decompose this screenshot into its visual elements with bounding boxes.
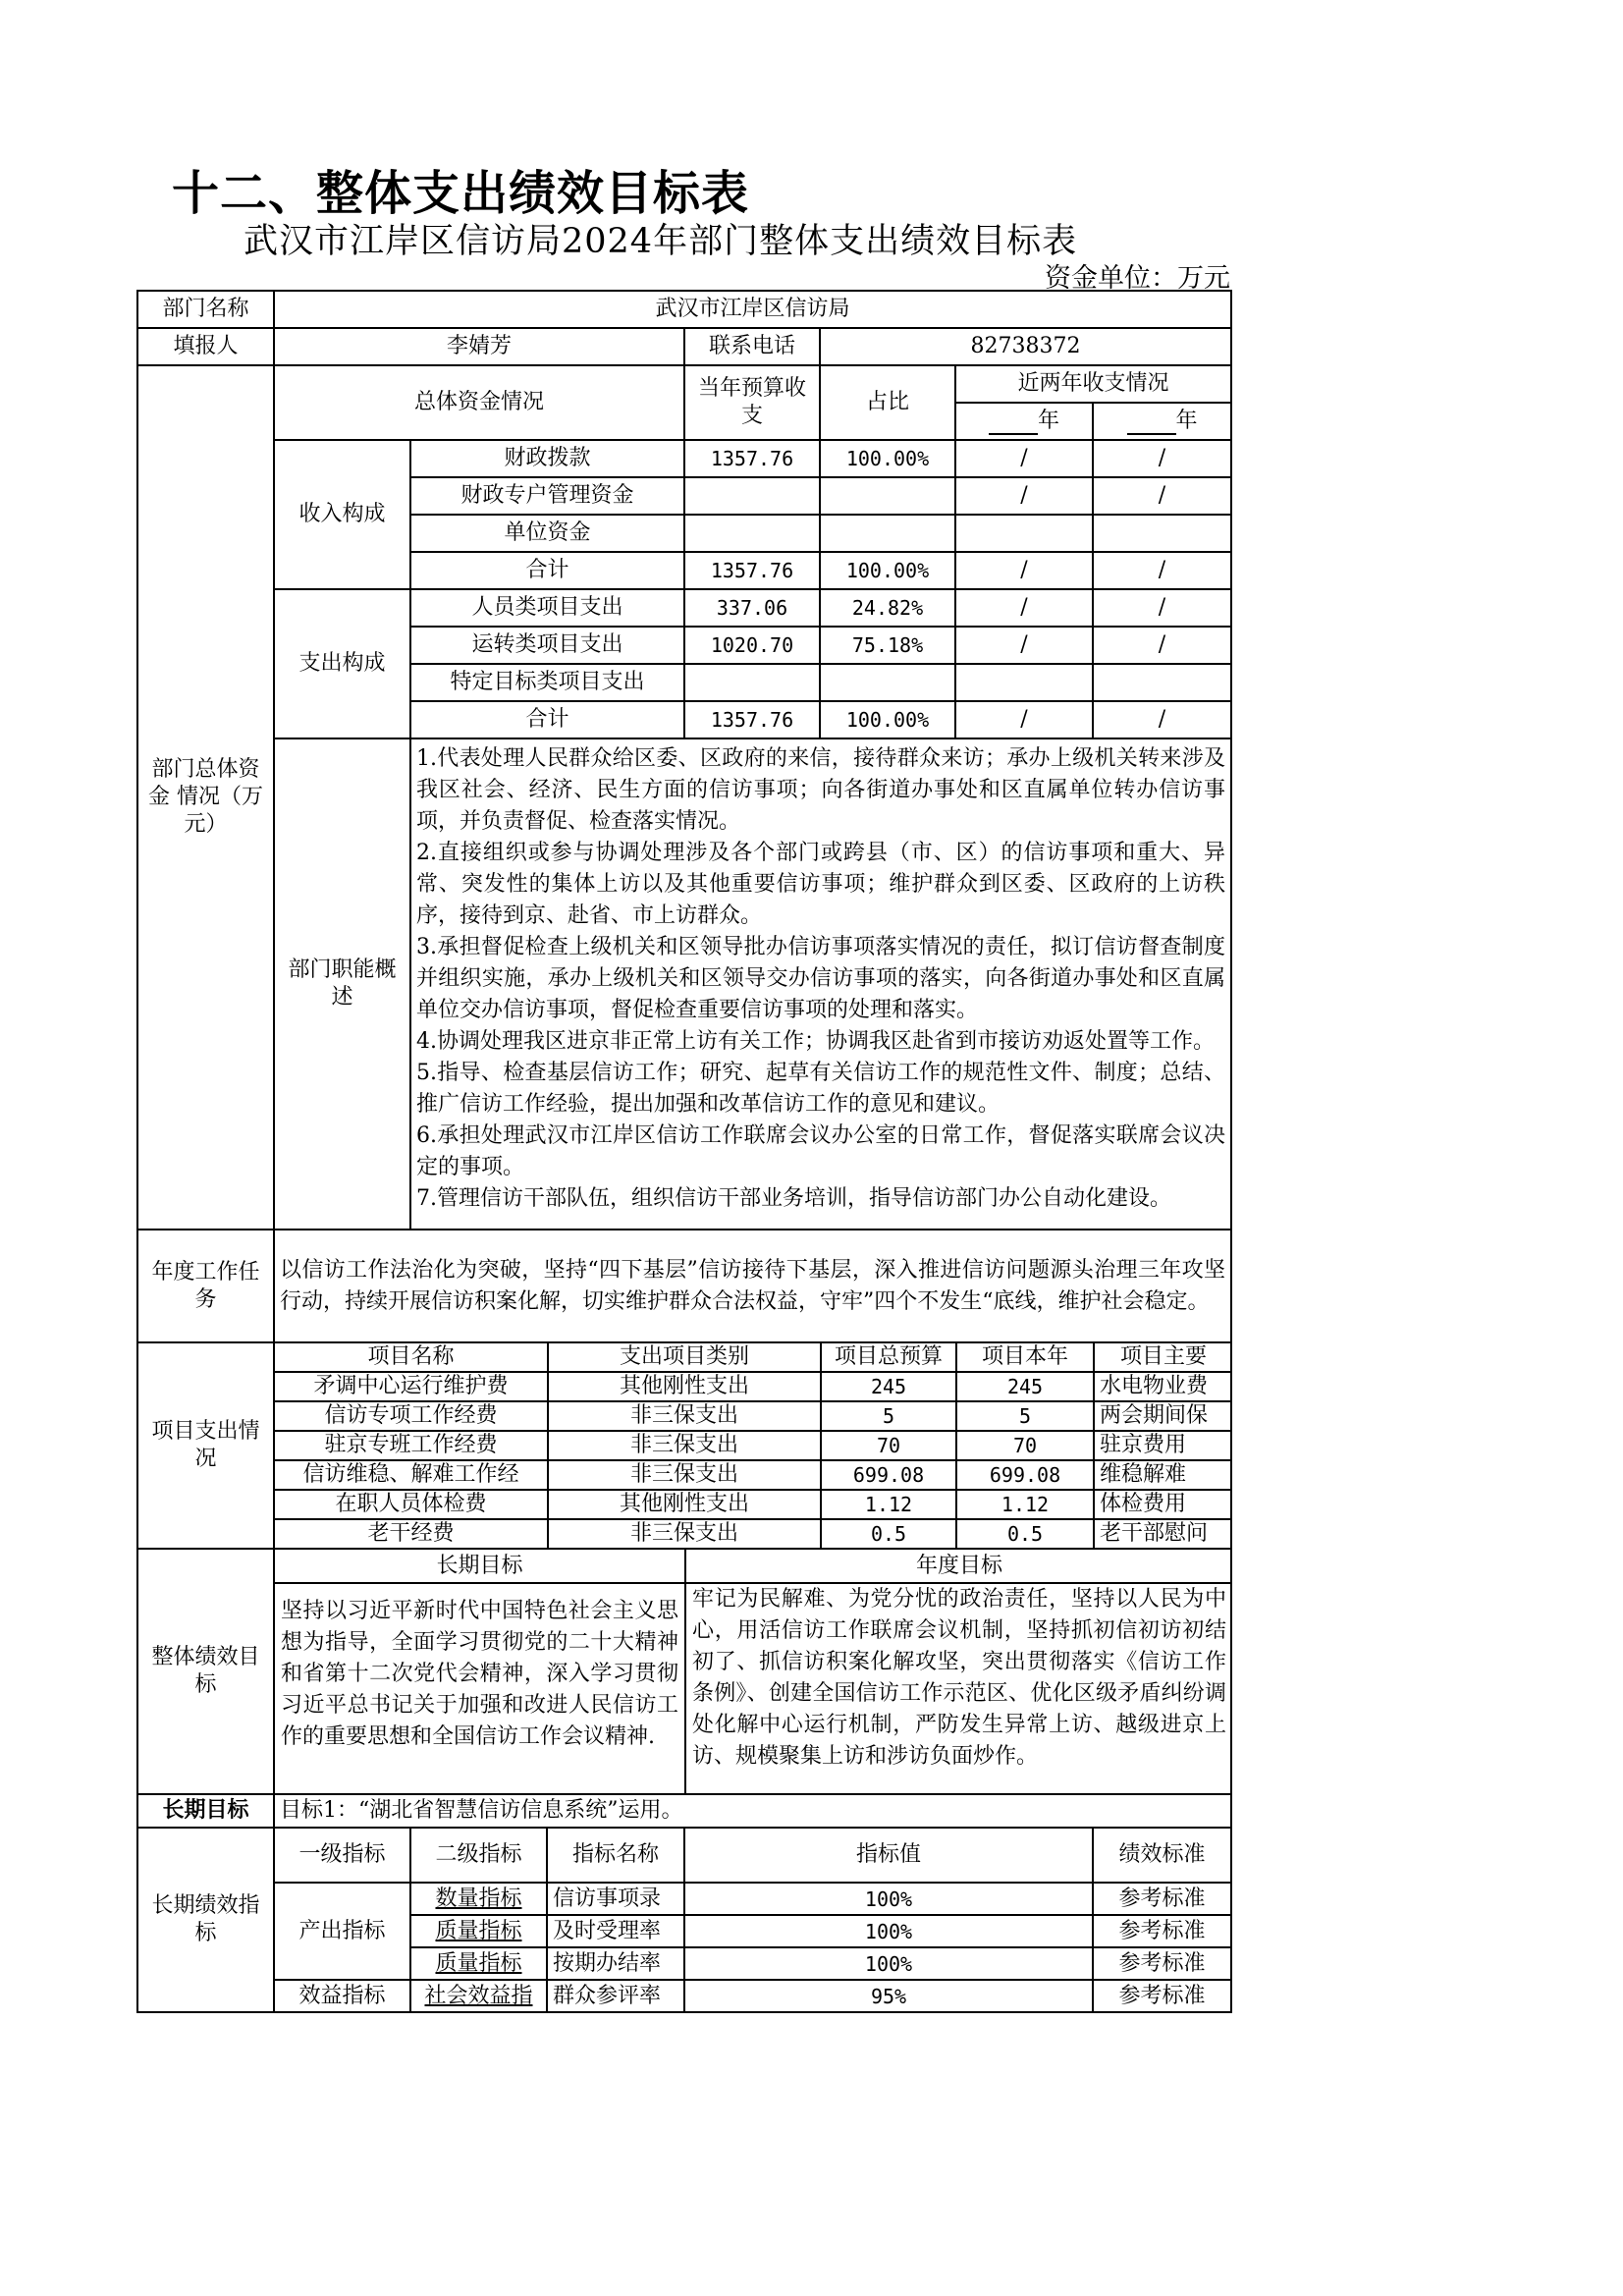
section-title: 十二、整体支出绩效目标表 <box>172 166 750 221</box>
expense-row-ratio <box>820 664 955 701</box>
indicator-level2: 质量指标 <box>410 1915 547 1947</box>
benefit-standard: 参考标准 <box>1093 1980 1231 2012</box>
indicator-name: 按期办结率 <box>547 1947 684 1980</box>
project-category: 其他刚性支出 <box>548 1372 821 1401</box>
projects-header-name: 项目名称 <box>275 1343 548 1372</box>
project-main: 老干部慰问 <box>1100 1521 1209 1546</box>
projects-table <box>275 1343 1231 1548</box>
income-row-name: 财政拨款 <box>410 440 684 477</box>
benefit-name: 群众参评率 <box>547 1980 684 2012</box>
annual-task-label: 年度工作任务 <box>137 1230 274 1342</box>
expense-group-label: 支出构成 <box>274 589 410 738</box>
income-row-y1: / <box>955 477 1093 515</box>
benefit-indicator-label: 效益指标 <box>274 1980 410 2012</box>
project-category: 非三保支出 <box>548 1519 821 1548</box>
table-row <box>275 1460 1231 1490</box>
project-total: 5 <box>821 1401 956 1431</box>
project-total: 0.5 <box>821 1519 956 1548</box>
functions-text <box>410 738 1231 1230</box>
function-item: 5.指导、检查基层信访工作；研究、起草有关信访工作的规范性文件、制度；总结、推广信访工作经验，提出加强和改革信访工作的意见和建议。 <box>416 1061 1226 1117</box>
projects-label: 项目支出情况 <box>137 1342 274 1549</box>
project-year: 245 <box>956 1372 1094 1401</box>
overall-goal-label: 整体绩效目标 <box>137 1549 274 1794</box>
filler-label: 填报人 <box>137 328 274 365</box>
expense-row-ratio: 24.82% <box>820 589 955 627</box>
dept-name-label: 部门名称 <box>137 291 274 328</box>
table-row <box>275 1519 1231 1548</box>
unit-label: 资金单位：万元 <box>1045 263 1230 294</box>
indicator-name: 信访事项录 <box>547 1883 684 1915</box>
table-row <box>275 1431 1231 1460</box>
functions-label: 部门职能概述 <box>274 738 410 1230</box>
project-year: 699.08 <box>956 1460 1094 1490</box>
project-main: 驻京费用 <box>1094 1431 1231 1460</box>
expense-total-y2: / <box>1093 701 1231 738</box>
overall-goal-table <box>275 1550 1231 1793</box>
expense-row-budget: 337.06 <box>684 589 820 627</box>
income-row-budget <box>684 477 820 515</box>
indicator-name: 及时受理率 <box>547 1915 684 1947</box>
long-target-label: 长期目标 <box>137 1794 274 1828</box>
long-goal-text: 坚持以习近平新时代中国特色社会主义思想为指导，全面学习贯彻党的二十大精神和省第十二次党代会精神，深入学习贯彻习近平总书记关于加强和改进人民信访工作的重要思想和全国信访工作会议精神. <box>275 1583 685 1793</box>
project-name: 老干经费 <box>275 1519 548 1548</box>
project-main: 体检费用 <box>1094 1490 1231 1519</box>
projects-header-year: 项目本年 <box>956 1343 1094 1372</box>
income-row-budget: 1357.76 <box>684 440 820 477</box>
income-row-y1 <box>955 515 1093 552</box>
projects-header-category: 支出项目类别 <box>548 1343 821 1372</box>
expense-row-y1: / <box>955 627 1093 664</box>
indicator-header-level2: 二级指标 <box>410 1828 547 1883</box>
indicator-header-value: 指标值 <box>684 1828 1093 1883</box>
project-year: 1.12 <box>956 1490 1094 1519</box>
income-total-y2: / <box>1093 552 1231 589</box>
annual-goal-header: 年度目标 <box>685 1550 1231 1583</box>
project-category: 其他刚性支出 <box>548 1490 821 1519</box>
annual-task-text: 以信访工作法治化为突破，坚持“四下基层”信访接待下基层，深入推进信访问题源头治理三年攻坚行动，持续开展信访积案化解，切实维护群众合法权益，守牢”四个不发生“底线，维护社会稳定。 <box>274 1230 1231 1342</box>
function-item: 3.承担督促检查上级机关和区领导批办信访事项落实情况的责任，拟订信访督查制度并组织实施，承办上级机关和区领导交办信访事项的落实，向各街道办事处和区直属单位交办信访事项，督促检查重要信访事项的处理和落实。 <box>416 935 1226 1022</box>
project-category: 非三保支出 <box>548 1401 821 1431</box>
income-row-ratio <box>820 515 955 552</box>
indicator-level2: 质量指标 <box>410 1947 547 1980</box>
income-row-name: 财政专户管理资金 <box>410 477 684 515</box>
income-total-budget: 1357.76 <box>684 552 820 589</box>
ratio-label: 占比 <box>820 365 955 440</box>
project-main: 两会期间保 <box>1094 1401 1231 1431</box>
indicator-value: 100% <box>684 1947 1093 1980</box>
expense-row-budget <box>684 664 820 701</box>
overall-funds-label: 总体资金情况 <box>274 365 684 440</box>
expense-row-y1: / <box>955 589 1093 627</box>
long-target-text: 目标1：“湖北省智慧信访信息系统”运用。 <box>274 1794 1231 1828</box>
project-name: 信访专项工作经费 <box>275 1401 548 1431</box>
expense-row-name: 人员类项目支出 <box>410 589 684 627</box>
project-name: 矛调中心运行维护费 <box>275 1372 548 1401</box>
table-row <box>275 1401 1231 1431</box>
project-category: 非三保支出 <box>548 1460 821 1490</box>
function-item: 7.管理信访干部队伍，组织信访干部业务培训，指导信访部门办公自动化建设。 <box>416 1186 1171 1211</box>
recent-years-label: 近两年收支情况 <box>955 365 1231 403</box>
benefit-level2: 社会效益指 <box>410 1980 547 2012</box>
project-total: 699.08 <box>821 1460 956 1490</box>
project-year: 5 <box>956 1401 1094 1431</box>
projects-table-cell <box>274 1342 1231 1549</box>
filler-value: 李婧芳 <box>274 328 684 365</box>
indicator-header-standard: 绩效标准 <box>1093 1828 1231 1883</box>
project-name: 在职人员体检费 <box>275 1490 548 1519</box>
expense-total-y1: / <box>955 701 1093 738</box>
income-total-name: 合计 <box>410 552 684 589</box>
budget-label: 当年预算收支 <box>684 365 820 440</box>
table-row <box>275 1372 1231 1401</box>
expense-total-name: 合计 <box>410 701 684 738</box>
function-item: 1.代表处理人民群众给区委、区政府的来信，接待群众来访；承办上级机关转来涉及我区社会、经济、民生方面的信访事项；向各街道办事处和区直属单位转办信访事项，并负责督促、检查落实情况。 <box>416 746 1226 834</box>
expense-row-y2: / <box>1093 627 1231 664</box>
overall-goal-cell <box>274 1549 1231 1794</box>
income-row-y2: / <box>1093 440 1231 477</box>
income-total-y1: / <box>955 552 1093 589</box>
income-row-ratio <box>820 477 955 515</box>
indicator-header-level1: 一级指标 <box>274 1828 410 1883</box>
project-name: 驻京专班工作经费 <box>275 1431 548 1460</box>
year-1-header: 年 <box>955 403 1093 440</box>
expense-row-y2: / <box>1093 589 1231 627</box>
project-total: 70 <box>821 1431 956 1460</box>
projects-header-main: 项目主要 <box>1094 1343 1231 1372</box>
income-row-y1: / <box>955 440 1093 477</box>
project-category: 非三保支出 <box>548 1431 821 1460</box>
project-year: 70 <box>956 1431 1094 1460</box>
projects-header-total: 项目总预算 <box>821 1343 956 1372</box>
income-row-budget <box>684 515 820 552</box>
expense-row-ratio: 75.18% <box>820 627 955 664</box>
indicator-value: 100% <box>684 1883 1093 1915</box>
income-group-label: 收入构成 <box>274 440 410 589</box>
income-row-ratio: 100.00% <box>820 440 955 477</box>
function-item: 2.直接组织或参与协调处理涉及各个部门或跨县（市、区）的信访事项和重大、异常、突发性的集体上访以及其他重要信访事项；维护群众到区委、区政府的上访秩序，接待到京、赴省、市上访群众。 <box>416 841 1226 928</box>
indicators-label: 长期绩效指标 <box>137 1828 274 2012</box>
indicator-level2: 数量指标 <box>410 1883 547 1915</box>
project-year: 0.5 <box>956 1519 1094 1548</box>
expense-row-y1 <box>955 664 1093 701</box>
long-goal-header: 长期目标 <box>275 1550 685 1583</box>
income-total-ratio: 100.00% <box>820 552 955 589</box>
project-name: 信访维稳、解难工作经 <box>275 1460 548 1490</box>
indicator-header-name: 指标名称 <box>547 1828 684 1883</box>
performance-table <box>136 290 1230 2013</box>
function-item: 6.承担处理武汉市江岸区信访工作联席会议办公室的日常工作，督促落实联席会议决定的事项。 <box>416 1123 1226 1179</box>
expense-row-name: 特定目标类项目支出 <box>410 664 684 701</box>
project-main: 维稳解难 <box>1094 1460 1231 1490</box>
indicator-standard: 参考标准 <box>1093 1947 1231 1980</box>
year-2-header: 年 <box>1093 403 1231 440</box>
expense-total-ratio: 100.00% <box>820 701 955 738</box>
phone-label: 联系电话 <box>684 328 820 365</box>
expense-row-name: 运转类项目支出 <box>410 627 684 664</box>
annual-goal-text: 牢记为民解难、为党分忧的政治责任，坚持以人民为中心，用活信访工作联席会议机制，坚持抓初信初访初结初了、抓信访积案化解攻坚，突出贯彻落实《信访工作条例》、创建全国信访工作示范区、优化区级矛盾纠纷调处化解中心运行机制，严防发生异常上访、越级进京上访、规模聚集上访和涉访负面炒作。 <box>692 1587 1226 1769</box>
income-row-y2: / <box>1093 477 1231 515</box>
project-total: 1.12 <box>821 1490 956 1519</box>
phone-value: 82738372 <box>820 328 1231 365</box>
function-item: 4.协调处理我区进京非正常上访有关工作；协调我区赴省到市接访劝返处置等工作。 <box>416 1029 1215 1054</box>
project-total: 245 <box>821 1372 956 1401</box>
benefit-value: 95% <box>684 1980 1093 2012</box>
expense-row-budget: 1020.70 <box>684 627 820 664</box>
expense-total-budget: 1357.76 <box>684 701 820 738</box>
project-main: 水电物业费 <box>1094 1372 1231 1401</box>
indicator-standard: 参考标准 <box>1093 1915 1231 1947</box>
indicator-value: 100% <box>684 1915 1093 1947</box>
funds-section-label: 部门总体资金 情况（万元） <box>137 365 274 1230</box>
table-row <box>275 1490 1231 1519</box>
expense-row-y2 <box>1093 664 1231 701</box>
income-row-name: 单位资金 <box>410 515 684 552</box>
output-indicator-label: 产出指标 <box>274 1883 410 1980</box>
income-row-y2 <box>1093 515 1231 552</box>
dept-name-value: 武汉市江岸区信访局 <box>274 291 1231 328</box>
indicator-standard: 参考标准 <box>1093 1883 1231 1915</box>
table-title: 武汉市江岸区信访局2024年部门整体支出绩效目标表 <box>243 222 1078 261</box>
